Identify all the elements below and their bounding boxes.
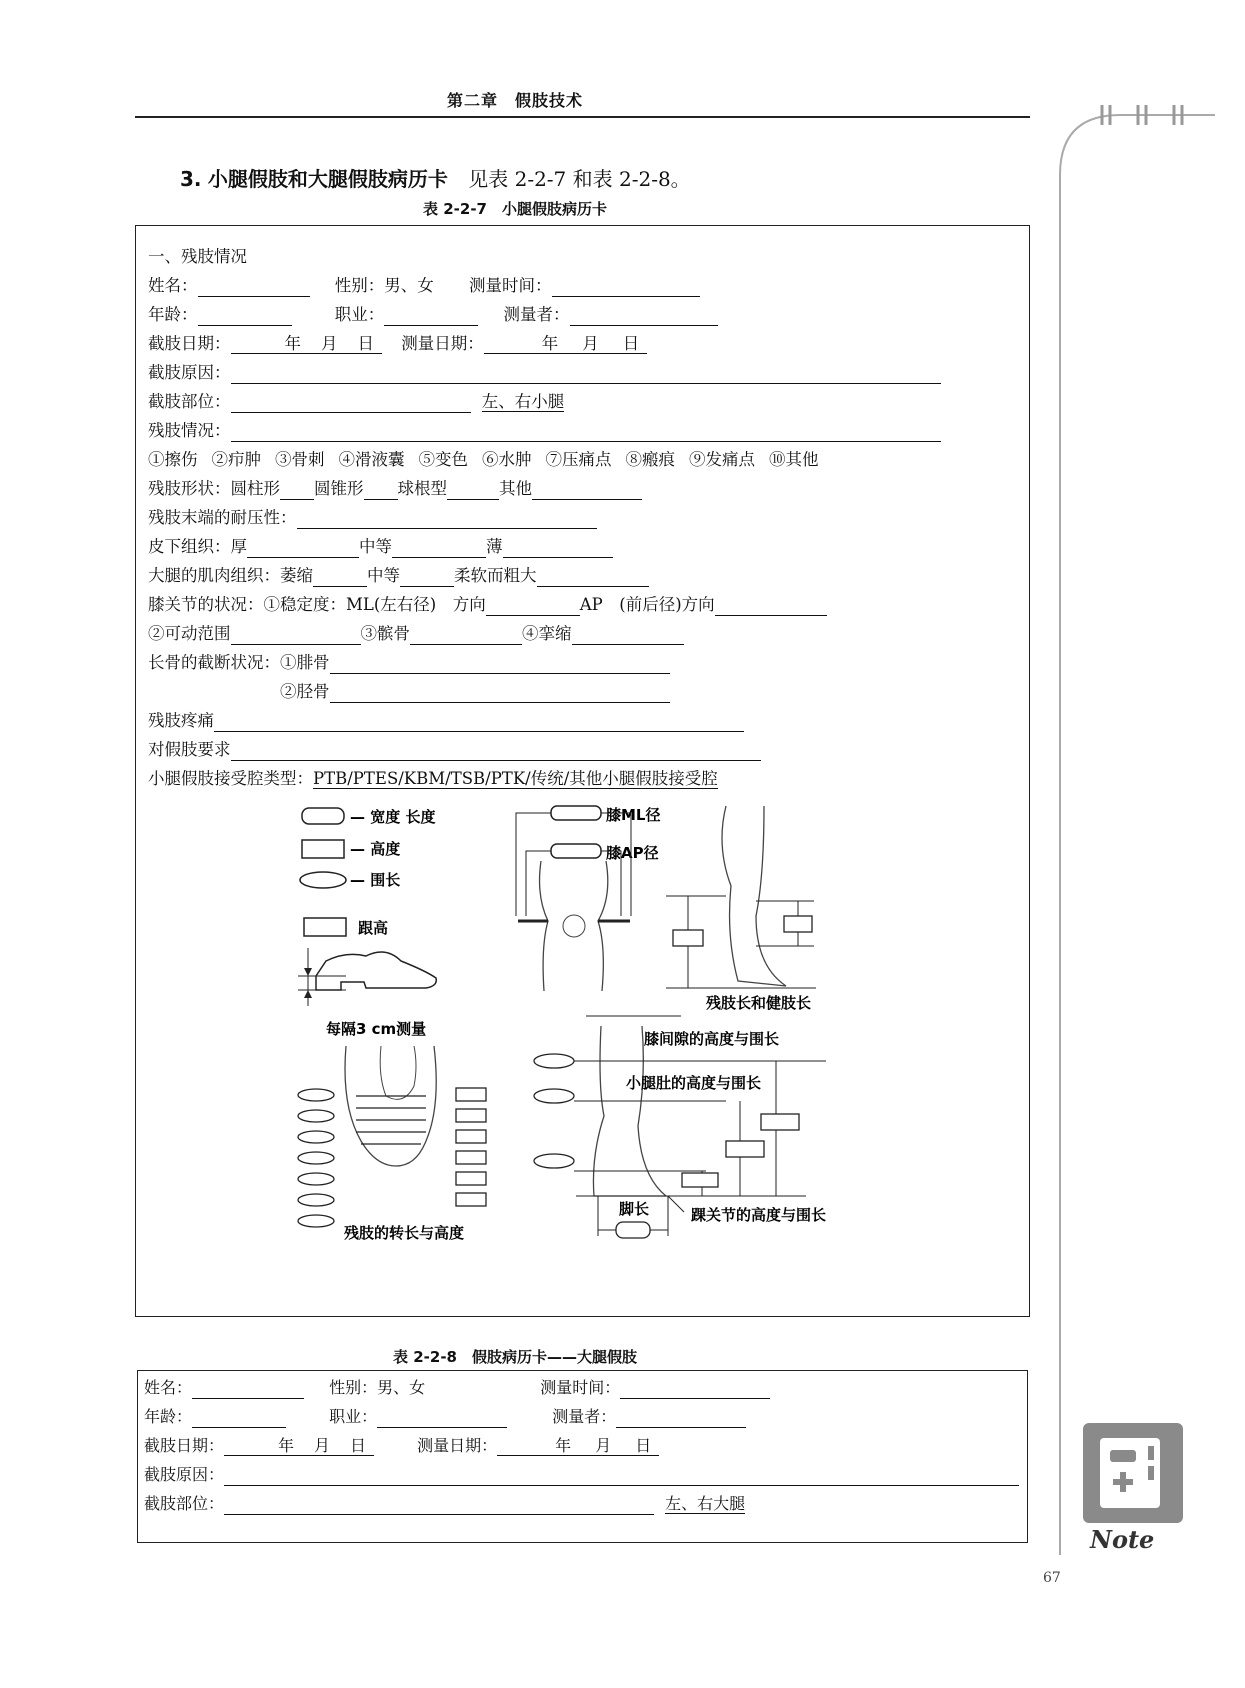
legend-rect bbox=[302, 840, 344, 858]
table2-caption: 表 2-2-8 假肢病历卡——大腿假肢 bbox=[393, 1348, 637, 1366]
adate-blank[interactable]: 年 月 日 bbox=[231, 334, 383, 354]
row-dates: 截肢日期： 年 月 日 测量日期： 年 月 日 bbox=[148, 333, 647, 355]
socket-value: PTB/PTES/KBM/TSB/PTK/传统/其他小腿假肢接受腔 bbox=[313, 769, 718, 788]
job-blank[interactable] bbox=[384, 308, 478, 326]
section-title: 小腿假肢和大腿假肢病历卡 bbox=[207, 167, 448, 191]
knee-ml-label: 膝ML径 bbox=[606, 806, 661, 824]
part-title: 一、残肢情况 bbox=[148, 247, 247, 266]
note-icon bbox=[1080, 1420, 1190, 1525]
row-req: 对假肢要求 bbox=[148, 739, 761, 761]
symptom-item: ⑩其他 bbox=[769, 450, 819, 469]
row-shape: 残肢形状：圆柱形 圆锥形 球根型 其他 bbox=[148, 478, 642, 500]
row-cause: 截肢原因： bbox=[148, 362, 941, 384]
table1-caption: 表 2-2-7 小腿假肢病历卡 bbox=[423, 200, 607, 218]
header-rule bbox=[135, 116, 1030, 118]
symptom-item: ④滑液囊 bbox=[338, 450, 405, 469]
row-bone1: 长骨的截断状况：①腓骨 bbox=[148, 652, 670, 674]
stump-label: 残肢的转长与高度 bbox=[344, 1224, 465, 1242]
row-subq: 皮下组织：厚 中等 薄 bbox=[148, 536, 613, 558]
row-name: 姓名： 性别：男、女 测量时间： bbox=[148, 275, 700, 297]
legend-width-label: — 宽度 长度 bbox=[350, 808, 436, 826]
measurement-figure bbox=[286, 796, 986, 1306]
name-blank[interactable] bbox=[198, 279, 310, 297]
t2-row-age: 年龄： 职业： 测量者： bbox=[144, 1406, 746, 1428]
row-tolerance: 残肢末端的耐压性： bbox=[148, 507, 597, 529]
symptom-item: ②疖肿 bbox=[211, 450, 261, 469]
row-knee1: 膝关节的状况：①稳定度：ML(左右径) 方向 AP (前后径)方向 bbox=[148, 594, 827, 616]
leg-side-drawing bbox=[722, 806, 786, 986]
section-ref: 见表 2-2-7 和表 2-2-8。 bbox=[468, 167, 691, 191]
knee-drawing bbox=[540, 861, 608, 991]
running-header: 第二章 假肢技术 bbox=[446, 91, 583, 110]
symptom-item: ⑦压痛点 bbox=[545, 450, 612, 469]
margin-decoration bbox=[1030, 95, 1245, 1615]
row-condition: 残肢情况： bbox=[148, 420, 941, 442]
row-bone2: ②胫骨 bbox=[280, 681, 670, 703]
section-heading bbox=[180, 163, 691, 192]
t2-row-dates: 截肢日期： 年 月 日 测量日期： 年 月 日 bbox=[144, 1435, 659, 1457]
symptom-item: ①擦伤 bbox=[148, 450, 198, 469]
knee-gap-label: 膝间隙的高度与围长 bbox=[644, 1030, 780, 1048]
every3cm-label: 每隔3 cm测量 bbox=[326, 1020, 427, 1038]
symptom-item: ⑨发痛点 bbox=[689, 450, 755, 469]
knee-ap-label: 膝AP径 bbox=[606, 844, 659, 862]
symptom-item: ⑧瘢痕 bbox=[625, 450, 675, 469]
tolerance-blank[interactable] bbox=[297, 511, 597, 529]
shoe-drawing bbox=[316, 952, 436, 990]
stump-drawing bbox=[345, 1046, 436, 1166]
row-age: 年龄： 职业： 测量者： bbox=[148, 304, 718, 326]
heel-label: 跟高 bbox=[358, 919, 389, 937]
measurer-blank[interactable] bbox=[570, 308, 718, 326]
table2-box bbox=[137, 1370, 1028, 1543]
cause-blank[interactable] bbox=[231, 366, 941, 384]
mtime-blank[interactable] bbox=[552, 279, 700, 297]
legend-ellipse bbox=[300, 872, 346, 888]
row-knee2: ②可动范围 ③髌骨 ④挛缩 bbox=[148, 623, 684, 645]
t2-row-cause: 截肢原因： bbox=[144, 1464, 1019, 1486]
table1-box bbox=[135, 225, 1030, 1317]
calf-label: 小腿肚的高度与围长 bbox=[626, 1074, 762, 1092]
symptom-item: ⑥水肿 bbox=[482, 450, 532, 469]
mdate-blank[interactable]: 年 月 日 bbox=[484, 334, 648, 354]
t2-row-name: 姓名： 性别：男、女 测量时间： bbox=[144, 1377, 770, 1399]
row-symptoms bbox=[148, 449, 819, 471]
symptom-item: ⑤变色 bbox=[418, 450, 468, 469]
t2-row-site: 截肢部位： 左、右大腿 bbox=[144, 1494, 746, 1513]
site-value: 左、右小腿 bbox=[481, 392, 565, 411]
legend-height-label: — 高度 bbox=[350, 840, 401, 858]
cond-blank[interactable] bbox=[231, 424, 941, 442]
foot-length-label: 脚长 bbox=[619, 1200, 650, 1218]
limb-length-label: 残肢长和健肢长 bbox=[706, 994, 812, 1012]
row-site: 截肢部位： 左、右小腿 bbox=[148, 392, 565, 411]
row-socket: 小腿假肢接受腔类型：PTB/PTES/KBM/TSB/PTK/传统/其他小腿假肢接受腔 bbox=[148, 769, 718, 788]
ankle-label: 踝关节的高度与围长 bbox=[691, 1206, 827, 1224]
page-number: 67 bbox=[1043, 1570, 1061, 1586]
site-blank[interactable] bbox=[231, 395, 471, 413]
age-blank[interactable] bbox=[198, 308, 292, 326]
symptom-item: ③骨刺 bbox=[275, 450, 325, 469]
row-pain: 残肢疼痛 bbox=[148, 710, 744, 732]
row-muscle: 大腿的肌肉组织：萎缩 中等 柔软而粗大 bbox=[148, 565, 649, 587]
section-number: 3. bbox=[180, 167, 202, 191]
legend-circ-label: — 围长 bbox=[350, 871, 401, 889]
note-label: Note bbox=[1090, 1525, 1155, 1554]
legend-rounded-rect bbox=[302, 808, 344, 824]
